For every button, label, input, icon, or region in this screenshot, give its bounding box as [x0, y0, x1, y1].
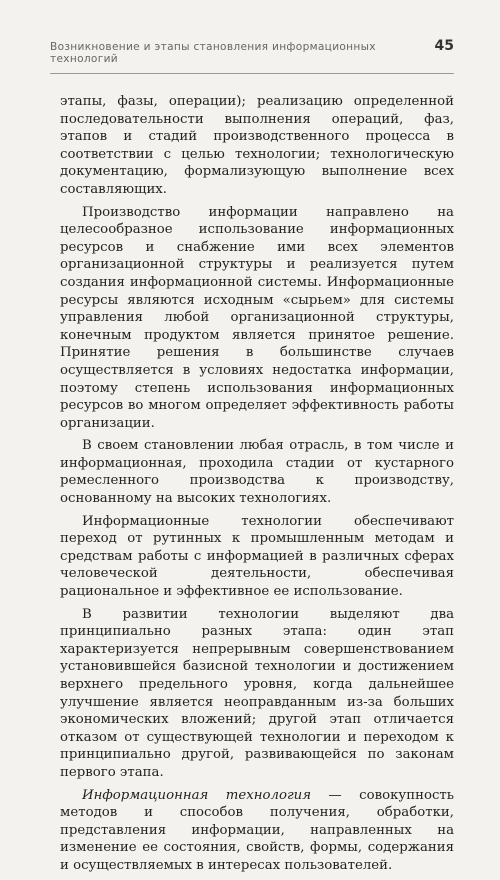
running-header [50, 38, 454, 74]
paragraph: Информационные технологии обеспечивают переход от рутинных к промышленным методам и средствам работы с информацией в различных сферах человеческой деятельности, обеспечивая рациональное и эффективное ее использование. [60, 513, 454, 600]
body-text [60, 93, 454, 880]
definition-paragraph [60, 787, 454, 875]
paragraph: В развитии технологии выделяют два принципиально разных этапа: один этап характеризуется непрерывным совершенствованием установившейся базисной технологии и достижением верхнего предельного уровня, когда дальнейшее улучшение является неоправданным из-за больших экономических вложений; другой этап отличается отказом от существующей технологии и переходом к принципиально другой, развивающейся по законам первого этапа. [60, 606, 454, 780]
definition-term: Информационная технология [82, 787, 312, 803]
paragraph: Производство информации направлено на целесообразное использование информационных ресурсов и снабжение ими всех элементов организационной структуры и реализуется путем создания информационной системы. Информационные ресурсы являются исходным «сырьем» для системы управления любой организационной структуры, конечным продуктом является принятое решение. Принятие решения в большинстве случаев осуществляется в условиях недостатка информации, поэтому степень использования информационных ресурсов во многом определяет эффективность работы организации. [60, 204, 454, 431]
paragraph: В своем становлении любая отрасль, в том числе и информационная, проходила стадии от кустарного ремесленного производства к производству, основанному на высоких технологиях. [60, 438, 454, 507]
definition-text: — совокупность методов и способов получения, обработки, представления информации, направленных на изменение ее состояния, свойств, формы, содержания и осуществляемых в интересах пользователей. [60, 787, 454, 873]
paragraph: этапы, фазы, операции); реализацию определенной последовательности выполнения операций, фаз, этапов и стадий производственного процесса в соответствии с целью технологии; технологическую документацию, формализующую выполнение всех составляющих. [60, 94, 454, 197]
running-header-title: Возникновение и этапы становления информационных технологий [50, 41, 376, 65]
page-number: 45 [434, 38, 454, 54]
